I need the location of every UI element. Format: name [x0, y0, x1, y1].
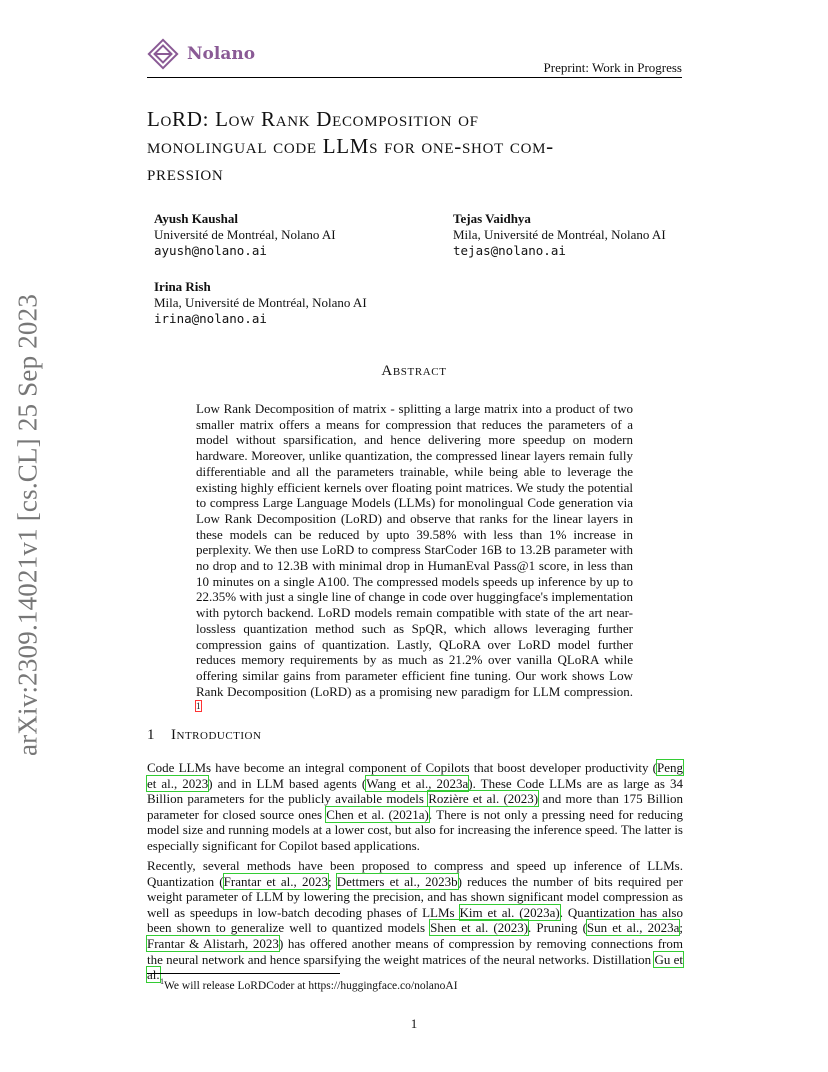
citation-link[interactable]: Wang et al., 2023a	[366, 775, 469, 791]
author-affiliation: Mila, Université de Montréal, Nolano AI	[154, 295, 367, 310]
para-text: Code LLMs have become an integral component of Copilots that boost developer productivity (	[147, 760, 657, 775]
para-text: ;	[327, 873, 337, 889]
nolano-logo-icon	[147, 38, 179, 70]
intro-paragraph-2	[147, 858, 683, 983]
abstract-body	[196, 401, 633, 718]
logo-text: Nolano	[187, 44, 256, 64]
author-block-1	[154, 211, 336, 259]
para-text: and more than 175 Billion parameter for closed source ones	[147, 791, 684, 822]
citation-link[interactable]: Peng et al., 2023	[147, 760, 683, 791]
para-text: . Pruning (	[528, 920, 587, 936]
abstract-text: Low Rank Decomposition of matrix - splitting a large matrix into a product of two smaller matrix offers a means for compression that reduces the parameters of a model without sparsification, and hence delivering more speedup on modern hardware. Moreover, unlike quantization, the compressed linear layers remain fully differentiable and all the parameters trainable, while being able to leverage the existing highly efficient kernels over floating point matrices. We study the potential to compress Large Language Models (LLMs) for monolingual Code generation via Low Rank Decomposition (LoRD) and observe that ranks for the linear layers in these models can be reduced by upto 39.58% with less than 1% increase in perplexity. We then use LoRD to compress StarCoder 16B to 13.2B parameter with no drop and to 12.3B with minimal drop in HumanEval Pass@1 score, in less than 10 minutes on a single A100. The compressed models speeds up inference by up to 22.35% with just a single line of change in code over huggingface's implementation with pytorch backend. LoRD models remain compatible with state of the art near-lossless quantization method such as SpQR, which allows leveraging further compression gains of quantization. Lastly, QLoRA over LoRD model further reduces memory requirements by as much as 21.2% over vanilla QLoRA while offering similar gains from parameter efficient fine tuning. Our work shows Low Rank Decomposition (LoRD) as a promising new paradigm for LLM compression.	[196, 401, 633, 699]
footnote	[160, 977, 458, 992]
intro-paragraph-1	[147, 760, 683, 854]
para-text: . There is not only a pressing need for reducing model size and running models at a lower cost, but also for increasing the inference speed. The latter is especially significant for Copilot based applications.	[147, 806, 683, 853]
page-number: 1	[410, 1016, 418, 1031]
section-title: Introduction	[171, 727, 262, 743]
section-heading	[147, 727, 261, 744]
author-name: Ayush Kaushal	[154, 211, 238, 226]
title-line-2-text: monolingual code LLMs for one-shot com-	[147, 134, 554, 158]
author-email[interactable]: tejas@nolano.ai	[453, 243, 566, 258]
author-email[interactable]: irina@nolano.ai	[154, 311, 267, 326]
arxiv-stamp-text: arXiv:2309.14021v1 [cs.CL] 25 Sep 2023	[12, 293, 43, 757]
citation-link[interactable]: Kim et al. (2023a)	[459, 904, 560, 920]
author-affiliation: Mila, Université de Montréal, Nolano AI	[453, 227, 666, 242]
nolano-logo	[147, 38, 255, 70]
section-number: 1	[147, 727, 155, 743]
header-divider	[147, 77, 682, 78]
para-text: ) has offered another means of compression by removing connections from the neural network and hence sparsifying the weight matrices of the neural networks. Distillation	[147, 935, 683, 967]
author-block-2	[453, 211, 666, 259]
para-text: ) and in LLM based agents (	[208, 775, 367, 791]
citation-link[interactable]: Frantar et al., 2023	[223, 873, 328, 889]
para-text: . Quantization has also been shown to generalize well to quantized models	[147, 904, 683, 936]
title-line-1-text: LoRD: Low Rank Decomposition of	[147, 107, 479, 131]
author-name: Tejas Vaidhya	[453, 211, 531, 226]
para-text: ). These Code LLMs are as large as 34 Billion parameters for the publicly available models	[147, 775, 683, 807]
paper-title	[147, 106, 692, 187]
footnote-divider	[147, 973, 340, 974]
citation-link[interactable]: Chen et al. (2021a)	[326, 806, 429, 822]
title-line-1	[147, 106, 692, 133]
citation-link[interactable]: Sun et al., 2023a	[586, 920, 680, 936]
footnote-text: We will release LoRDCoder at https://huggingface.co/nolanoAI	[164, 979, 458, 992]
citation-link[interactable]: Dettmers et al., 2023b	[336, 873, 458, 889]
citation-link[interactable]: Gu et al.	[147, 951, 683, 983]
author-email[interactable]: ayush@nolano.ai	[154, 243, 267, 258]
author-block-3	[154, 279, 367, 327]
title-line-3	[147, 160, 692, 187]
footnote-mark: 1	[160, 977, 164, 986]
author-name: Irina Rish	[154, 279, 211, 294]
citation-link[interactable]: Frantar & Alistarh, 2023	[147, 935, 279, 951]
abstract-heading	[0, 363, 828, 380]
preprint-status: Preprint: Work in Progress	[543, 60, 682, 75]
footnote-link[interactable]: 1	[196, 701, 201, 712]
title-line-3-text: pression	[147, 161, 224, 185]
citation-link[interactable]: Rozière et al. (2023)	[428, 791, 539, 807]
author-affiliation: Université de Montréal, Nolano AI	[154, 227, 336, 242]
citation-link[interactable]: Shen et al. (2023)	[430, 920, 529, 936]
title-line-2	[147, 133, 692, 160]
para-text: ) reduces the number of bits required per weight parameter of LLM by lowering the precision, and has shown significant model compression as well as speedups in low-batch decoding phases of LLMs	[147, 873, 683, 920]
para-text: ;	[679, 920, 684, 936]
arxiv-stamp	[8, 290, 48, 760]
abstract-heading-text: Abstract	[381, 363, 447, 379]
para-text: Recently, several methods have been proposed to compress and speed up inference of LLMs. Quantization (	[147, 858, 683, 889]
